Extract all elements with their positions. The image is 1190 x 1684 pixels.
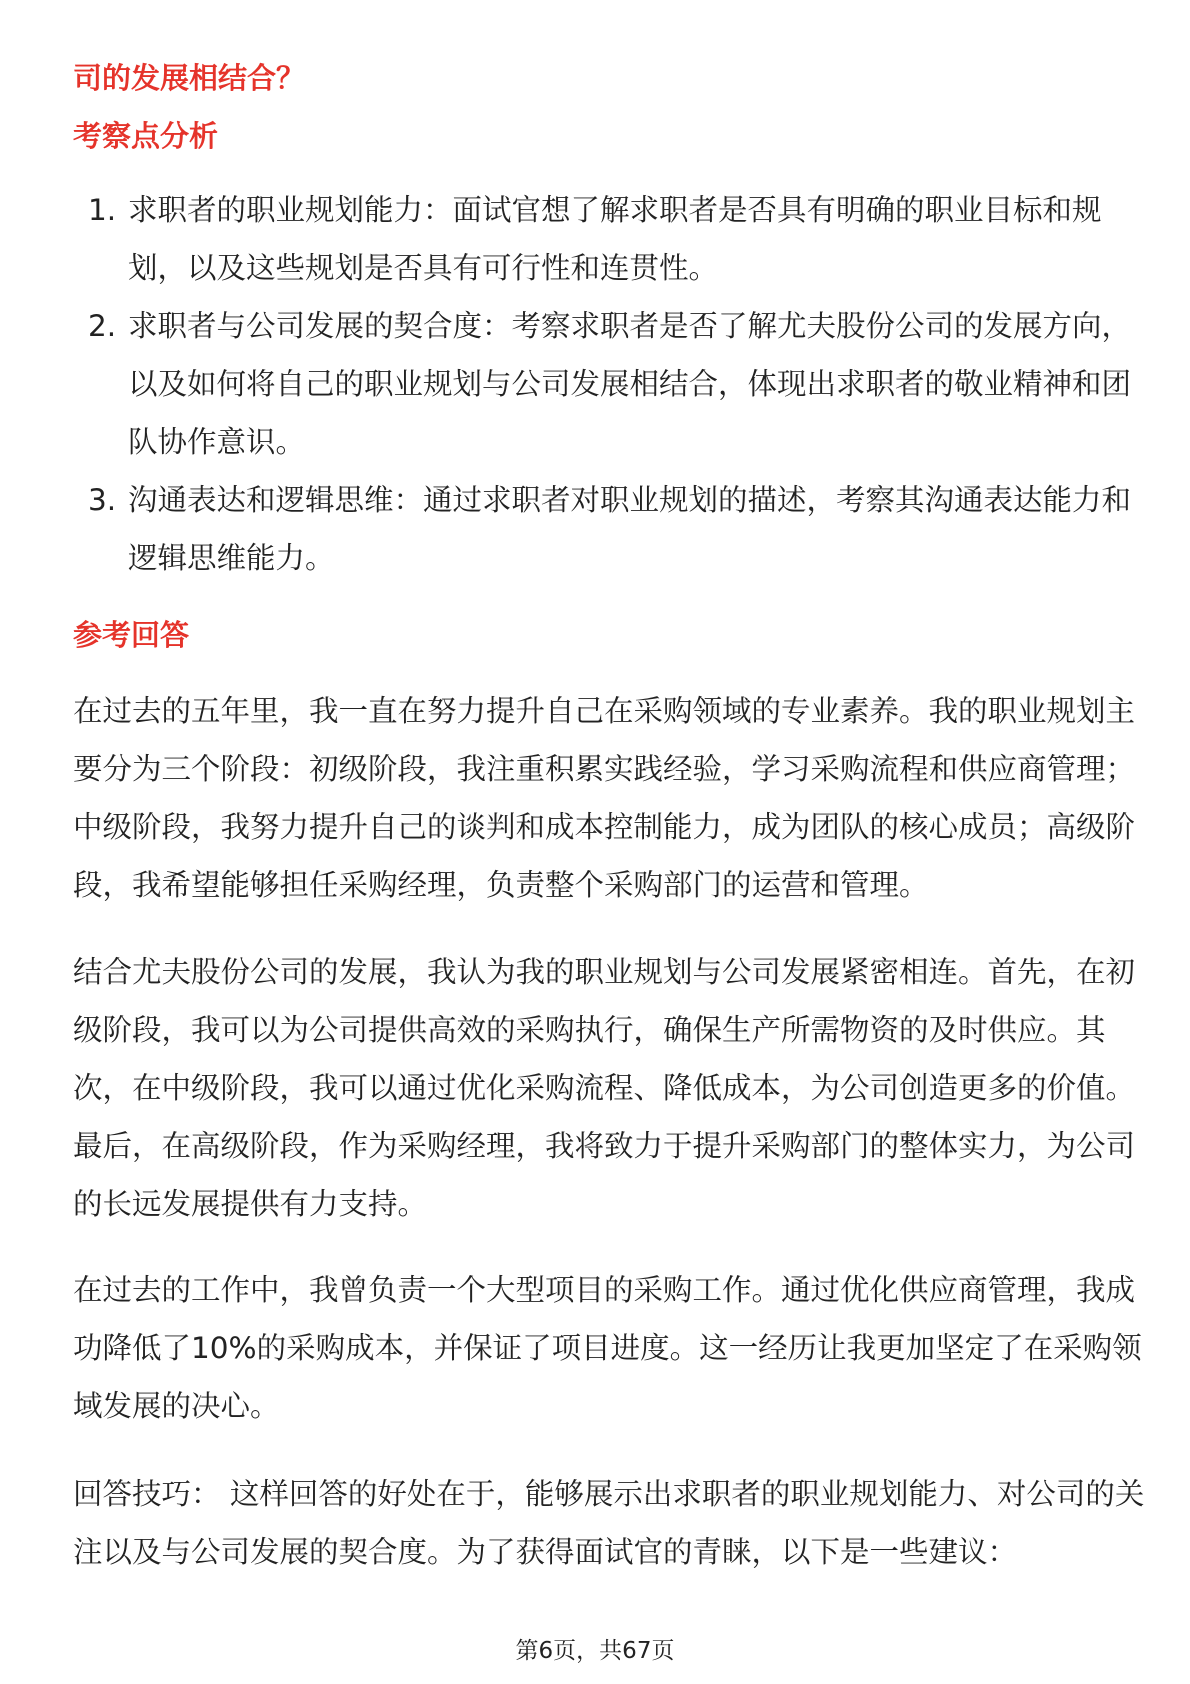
list-item-number: 2.: [88, 309, 117, 343]
analysis-heading: 考察点分析: [73, 119, 219, 153]
answer-tips-paragraph: [0, 1465, 1190, 1581]
list-item: [0, 471, 1190, 587]
list-item-number: 1.: [88, 193, 117, 227]
paragraph-line: 注以及与公司发展的契合度。为了获得面试官的青睐，以下是一些建议：: [73, 1535, 1018, 1569]
answer-paragraph: [0, 682, 1190, 914]
paragraph-line: 最后，在高级阶段，作为采购经理，我将致力于提升采购部门的整体实力，为公司: [73, 1129, 1136, 1163]
list-item-line: 以及如何将自己的职业规划与公司发展相结合，体现出求职者的敬业精神和团: [128, 367, 1132, 401]
paragraph-line: 回答技巧： 这样回答的好处在于，能够展示出求职者的职业规划能力、对公司的关: [73, 1477, 1145, 1511]
list-item-line: 沟通表达和逻辑思维：通过求职者对职业规划的描述，考察其沟通表达能力和: [128, 483, 1132, 517]
answer-paragraph: [0, 943, 1190, 1233]
paragraph-line: 在过去的工作中，我曾负责一个大型项目的采购工作。通过优化供应商管理，我成: [73, 1273, 1136, 1307]
question-title: [0, 49, 1190, 107]
list-item-number: 3.: [88, 483, 117, 517]
paragraph-line: 段，我希望能够担任采购经理，负责整个采购部门的运营和管理。: [73, 868, 929, 902]
paragraph-line: 级阶段，我可以为公司提供高效的采购执行，确保生产所需物资的及时供应。其: [73, 1013, 1106, 1047]
analysis-section-heading: [0, 107, 1190, 165]
list-item: [0, 297, 1190, 471]
question-title-line: 司的发展相结合？: [73, 61, 306, 95]
list-item-line: 求职者与公司发展的契合度：考察求职者是否了解尤夫股份公司的发展方向，: [128, 309, 1132, 343]
paragraph-line: 要分为三个阶段：初级阶段，我注重积累实践经验，学习采购流程和供应商管理；: [73, 752, 1136, 786]
list-item-line: 队协作意识。: [128, 425, 306, 459]
answer-section-heading: [0, 606, 1190, 664]
page-number: 第6页，共67页: [515, 1638, 675, 1664]
paragraph-line: 中级阶段，我努力提升自己的谈判和成本控制能力，成为团队的核心成员；高级阶: [73, 810, 1136, 844]
paragraph-line: 的长远发展提供有力支持。: [73, 1187, 428, 1221]
answer-heading: 参考回答: [73, 618, 190, 652]
paragraph-line: 域发展的决心。: [73, 1389, 280, 1423]
paragraph-line: 功降低了10%的采购成本，并保证了项目进度。这一经历让我更加坚定了在采购领: [73, 1331, 1142, 1365]
list-item-line: 逻辑思维能力。: [128, 541, 335, 575]
paragraph-line: 结合尤夫股份公司的发展，我认为我的职业规划与公司发展紧密相连。首先，在初: [73, 955, 1136, 989]
list-item: [0, 181, 1190, 297]
paragraph-line: 次，在中级阶段，我可以通过优化采购流程、降低成本，为公司创造更多的价值。: [73, 1071, 1136, 1105]
analysis-list: [0, 181, 1190, 587]
list-item-line: 划，以及这些规划是否具有可行性和连贯性。: [128, 251, 719, 285]
list-item-line: 求职者的职业规划能力：面试官想了解求职者是否具有明确的职业目标和规: [128, 193, 1102, 227]
paragraph-line: 在过去的五年里，我一直在努力提升自己在采购领域的专业素养。我的职业规划主: [73, 694, 1136, 728]
answer-paragraph: [0, 1261, 1190, 1435]
